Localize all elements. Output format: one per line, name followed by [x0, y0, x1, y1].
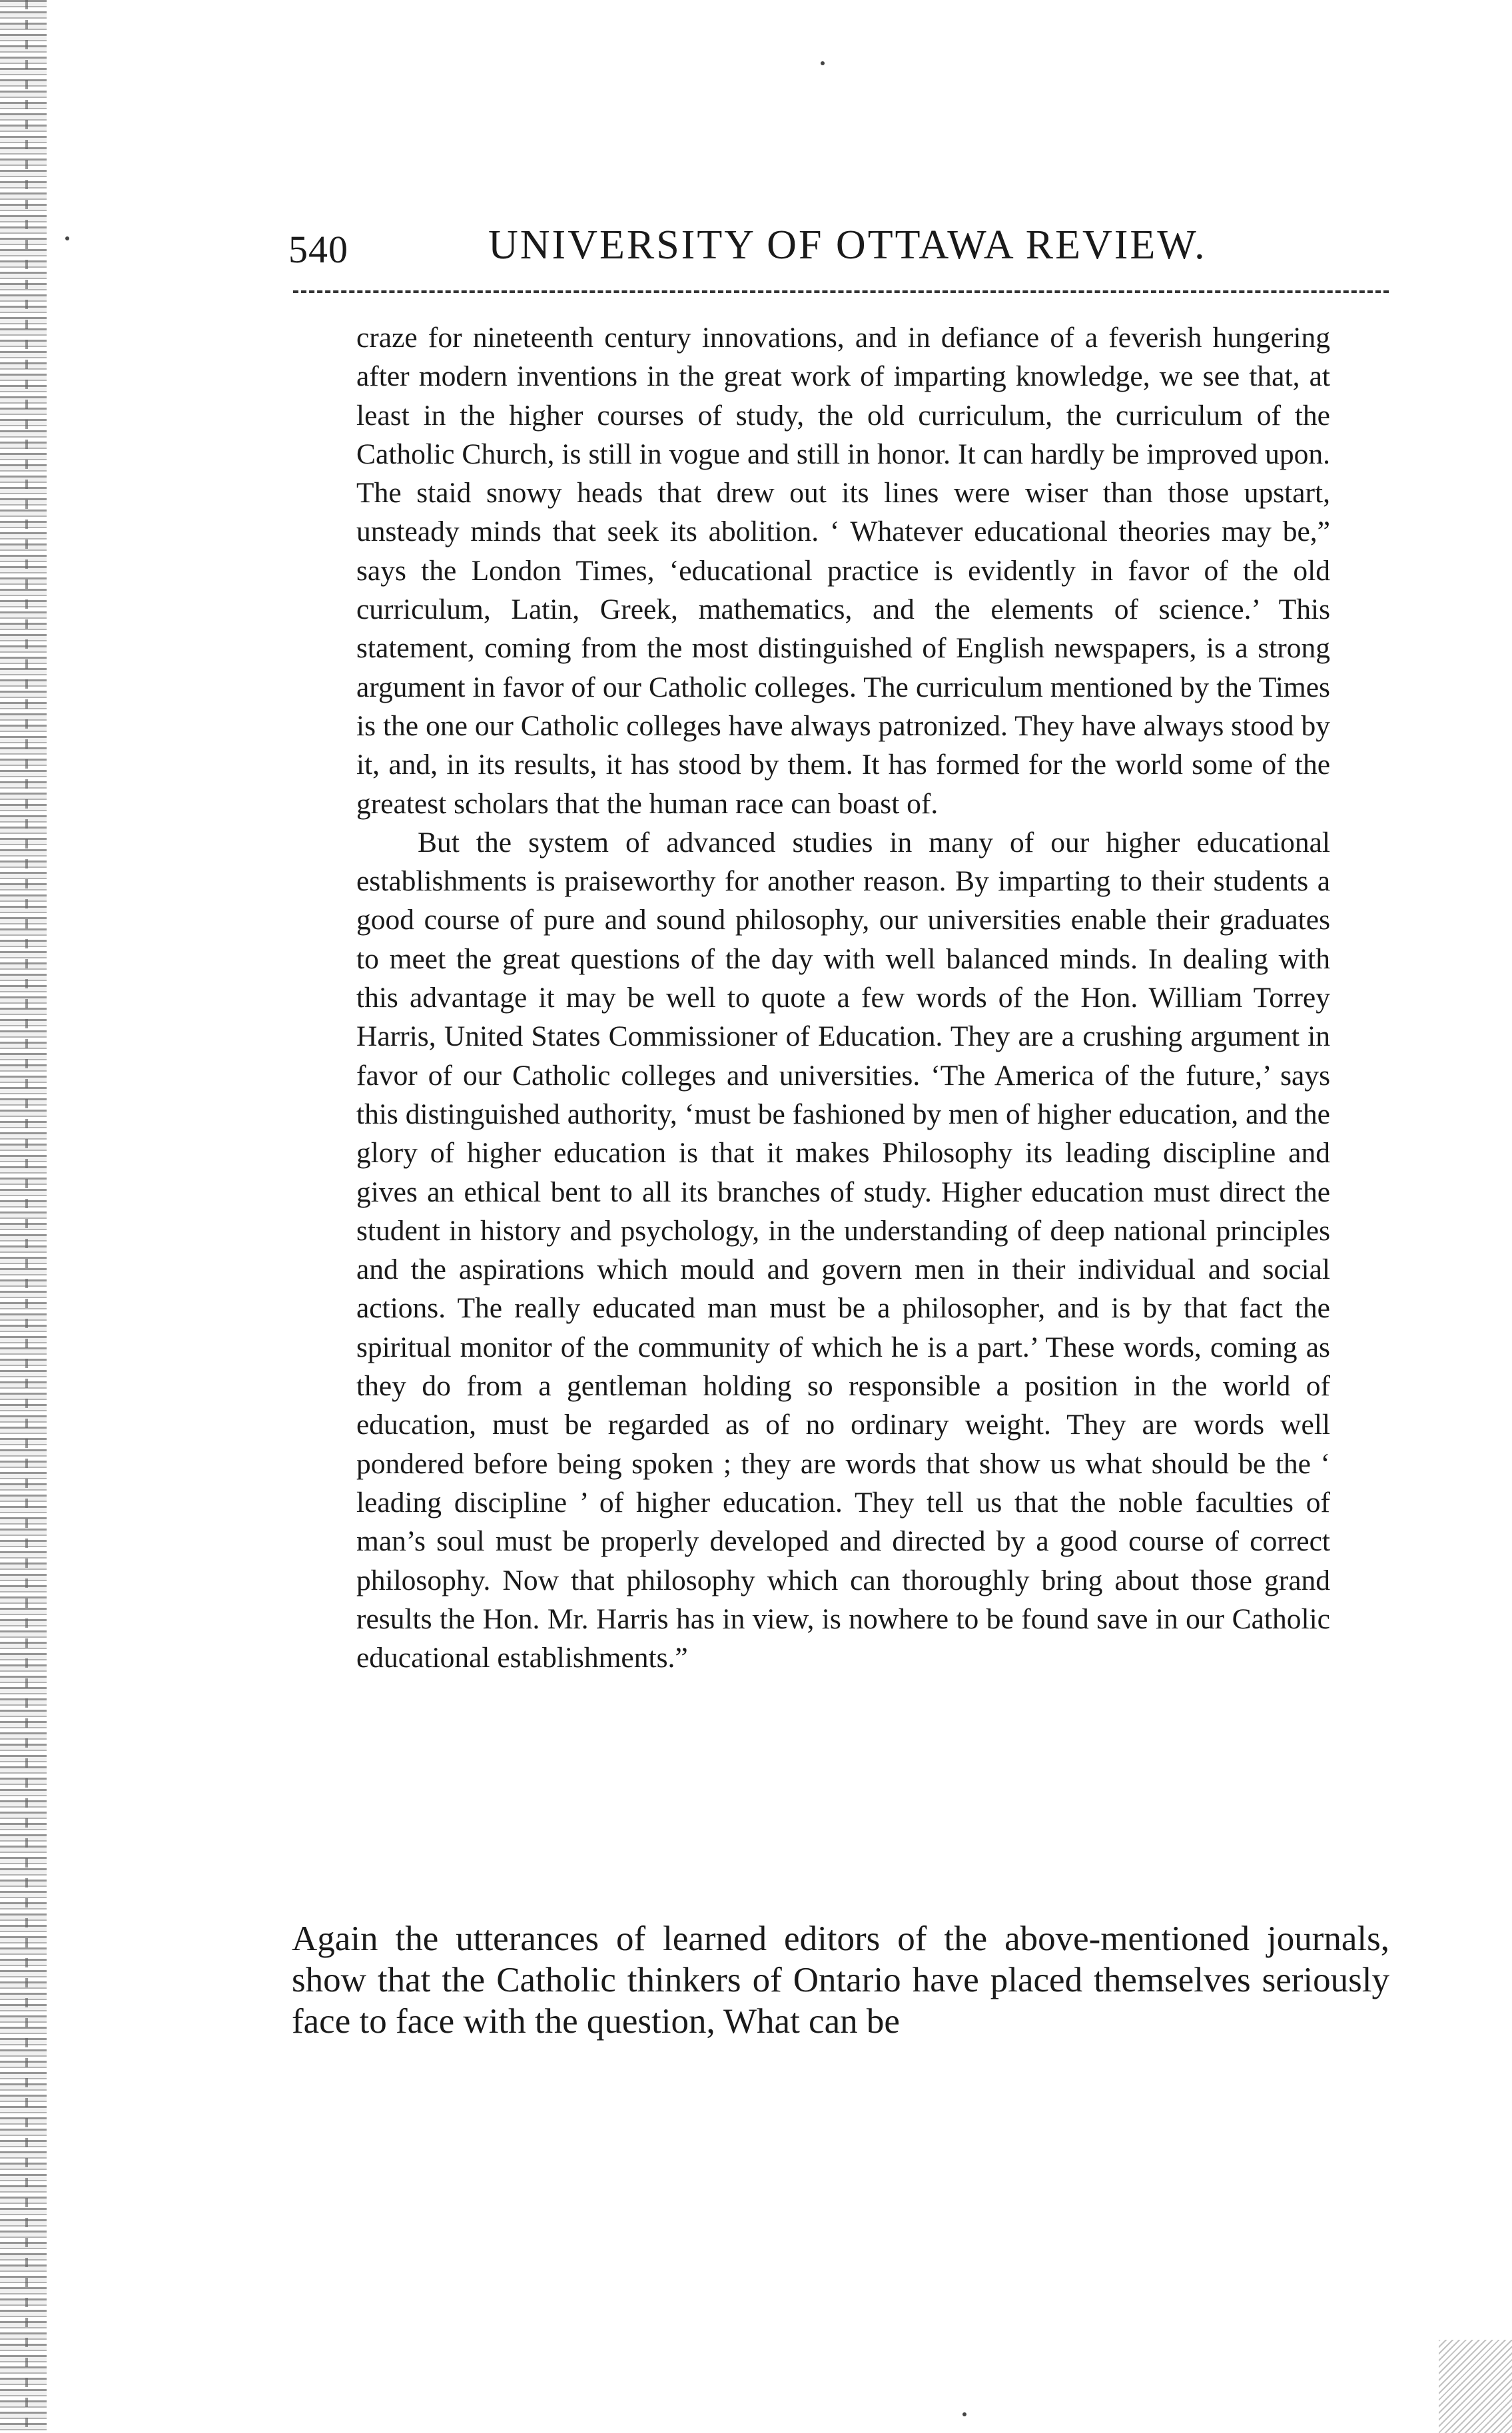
- quoted-passage: [356, 318, 1330, 1677]
- body-text: [292, 1918, 1389, 2042]
- quote-paragraph: But the system of advanced studies in many of our higher educational establishments is praiseworthy for another reason. By imparting to their students a good course of pure and sound philosophy, our universities enable their graduates to meet the great questions of the day with well balanced minds. In dealing with this advantage it may be well to quote a few words of the Hon. William Torrey Harris, United States Commissioner of Education. They are a crushing argument in favor of our Catholic colleges and universities. ‘The America of the future,’ says this distinguished authority, ‘must be fashioned by men of higher education, and the glory of higher education is that it makes Philosophy its leading discipline and gives an ethical bent to all its branches of study. Higher education must direct the student in history and psychology, in the understanding of deep national principles and the aspirations which mould and govern men in their individual and social actions. The really educated man must be a philosopher, and is by that fact the spiritual monitor of the community of which he is a part.’ These words, coming as they do from a gentleman holding so responsible a position in the world of education, must be regarded as of no ordinary weight. They are words well pondered before being spoken ; they are words that show us what should be the ‘ leading discipline ’ of higher education. They tell us that the noble faculties of man’s soul must be properly developed and directed by a good course of correct philosophy. Now that philosophy which can thoroughly bring about those grand results the Hon. Mr. Harris has in view, is nowhere to be found save in our Catholic educational establishments.”: [356, 826, 1330, 1674]
- running-head: UNIVERSITY OF OTTAWA REVIEW.: [488, 222, 1207, 268]
- page-header: [288, 222, 1387, 282]
- body-paragraph: Again the utterances of learned editors of the above-mentioned journals, show that the Catholic thinkers of Ontario have placed themselves seriously face to face with the question, What can be: [292, 1919, 1389, 2041]
- scan-speck: [65, 236, 69, 240]
- binding-edge: [0, 0, 47, 2433]
- scan-speck: [821, 61, 825, 65]
- scan-corner-noise: [1439, 2340, 1512, 2433]
- page-number: 540: [288, 228, 348, 271]
- scan-speck: [962, 2412, 966, 2416]
- header-rule: [293, 290, 1389, 293]
- quote-paragraph: craze for nineteenth century innovations, and in defiance of a feverish hungering after modern inventions in the great work of imparting knowledge, we see that, at least in the higher courses of study, the old curriculum, the curriculum of the Catholic Church, is still in vogue and still in honor. It can hardly be improved upon. The staid snowy heads that drew out its lines were wiser than those upstart, unsteady minds that seek its abolition. ‘ Whatever educational theories may be,” says the London Times, ‘educational practice is evidently in favor of the old curriculum, Latin, Greek, mathematics, and the elements of science.’ This statement, coming from the most distinguished of English newspapers, is a strong argument in favor of our Catholic colleges. The curriculum mentioned by the Times is the one our Catholic colleges have always patronized. They have always stood by it, and, in its results, it has stood by them. It has formed for the world some of the greatest scholars that the human race can boast of.: [356, 322, 1330, 820]
